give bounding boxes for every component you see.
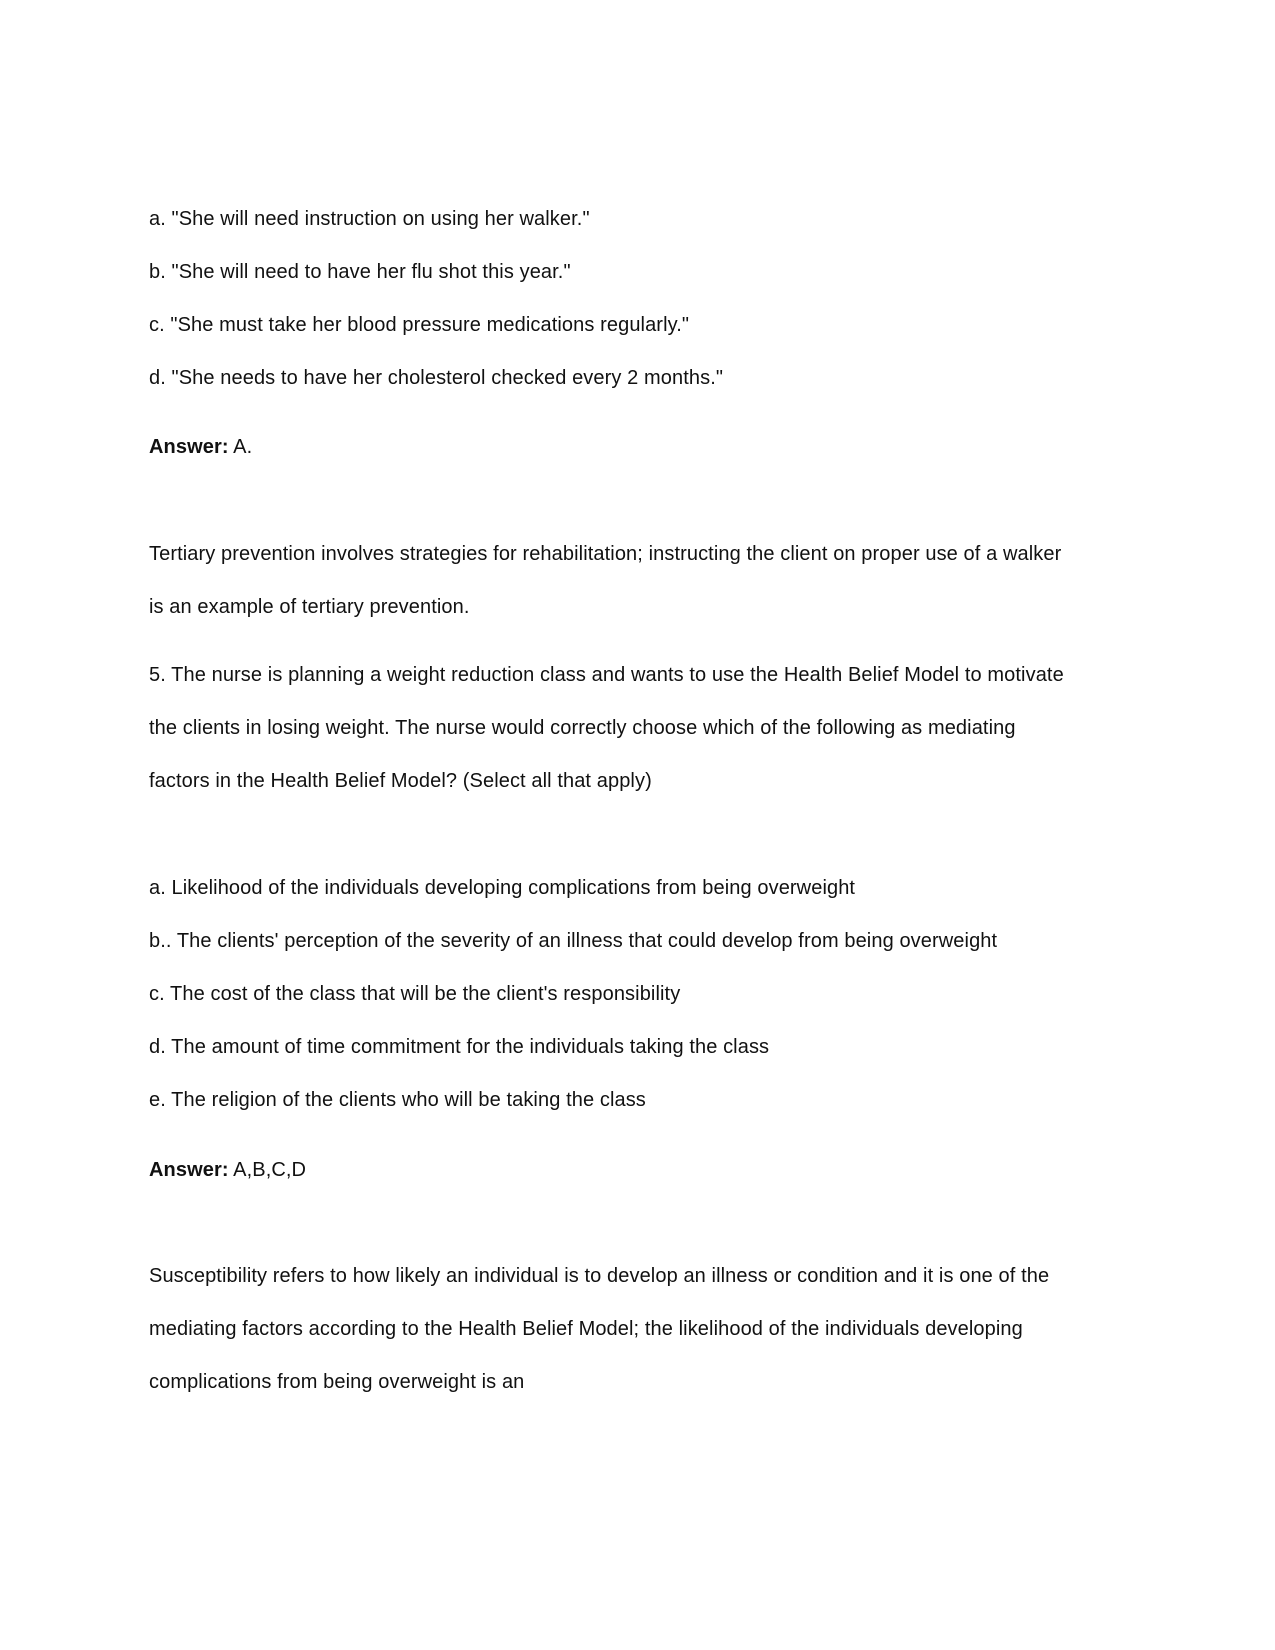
q5-rationale-line-2: mediating factors according to the Health Belief Model; the likelihood of the individuals developing — [149, 1318, 1023, 1340]
q4-option-a: a. "She will need instruction on using her walker." — [149, 208, 590, 230]
q4-option-d: d. "She needs to have her cholesterol checked every 2 months." — [149, 367, 724, 389]
q5-stem-line-2: the clients in losing weight. The nurse would correctly choose which of the following as mediating — [149, 717, 1016, 739]
q4-option-b: b. "She will need to have her flu shot this year." — [149, 261, 571, 283]
q5-option-a: a. Likelihood of the individuals developing complications from being overweight — [149, 877, 856, 899]
q5-option-b: b.. The clients' perception of the severity of an illness that could develop from being overweight — [149, 930, 998, 952]
q5-rationale-line-3: complications from being overweight is an — [149, 1371, 525, 1393]
q4-option-c: c. "She must take her blood pressure medications regularly." — [149, 314, 690, 336]
q5-option-d: d. The amount of time commitment for the individuals taking the class — [149, 1036, 770, 1058]
q5-answer-value: A,B,C,D — [228, 1159, 307, 1181]
q4-answer — [149, 434, 252, 460]
q5-option-e: e. The religion of the clients who will be taking the class — [149, 1089, 646, 1111]
q5-answer — [149, 1157, 306, 1183]
q5-answer-label: Answer: — [149, 1159, 229, 1181]
q5-option-c: c. The cost of the class that will be the client's responsibility — [149, 983, 681, 1005]
q4-rationale-line-2: is an example of tertiary prevention. — [149, 596, 470, 618]
q4-answer-label: Answer: — [149, 436, 229, 458]
q5-stem-line-3: factors in the Health Belief Model? (Select all that apply) — [149, 770, 652, 792]
q5-rationale-line-1: Susceptibility refers to how likely an individual is to develop an illness or condition and it is one of the — [149, 1265, 1050, 1287]
q5-stem-line-1: 5. The nurse is planning a weight reduction class and wants to use the Health Belief Model to motivate — [149, 664, 1064, 686]
q4-answer-value: A. — [228, 436, 253, 458]
q4-rationale-line-1: Tertiary prevention involves strategies for rehabilitation; instructing the client on proper use of a walker — [149, 543, 1062, 565]
